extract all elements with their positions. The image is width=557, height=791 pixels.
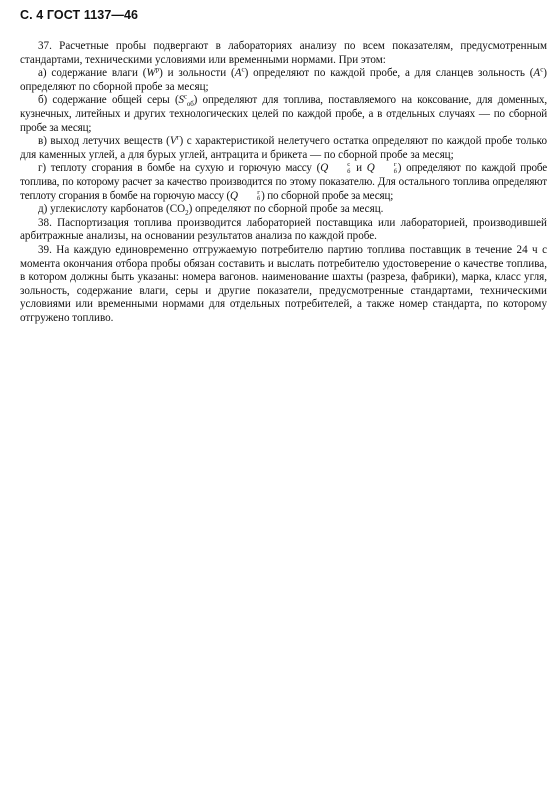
document-body xyxy=(20,40,547,326)
symbol-heat-dry: Q xyxy=(320,162,329,175)
symbol-heat-comb-2-indices xyxy=(239,190,260,203)
item-d-pre: г) теплоту сгорания в бомбе на сухую и горючую массу ( xyxy=(38,162,321,175)
paragraph-37-d xyxy=(20,162,547,203)
symbol-sulfur-sup: c xyxy=(183,92,187,101)
symbol-ash-sup: c xyxy=(241,65,245,74)
symbol-heat-comb-2-sub: б xyxy=(256,195,261,203)
paragraph-37-c xyxy=(20,135,547,162)
item-e-pre: д) углекислоту карбонатов (CO xyxy=(38,203,186,216)
symbol-ash-2-sup: c xyxy=(540,65,544,74)
paragraph-38: 38. Паспортизация топлива производится лабораторией поставщика или лабораторией, производившей арбитражные анализы, на основании результатов анализа по каждой пробе. xyxy=(20,216,547,243)
symbol-heat-comb-2-sup: г xyxy=(257,188,260,196)
symbol-heat-dry-indices xyxy=(329,162,350,175)
page-header: С. 4 ГОСТ 1137—46 xyxy=(20,8,139,22)
symbol-co2-sub: 2 xyxy=(185,209,189,218)
item-d-and: и xyxy=(356,162,362,175)
symbol-heat-comb-sup: г xyxy=(393,161,397,169)
symbol-ash: A xyxy=(234,67,242,80)
paragraph-37-e xyxy=(20,203,547,217)
symbol-moisture: W xyxy=(146,67,156,80)
item-c-pre: в) выход летучих веществ ( xyxy=(38,135,170,148)
symbol-volatile: V xyxy=(169,135,177,148)
symbol-heat-comb-2: Q xyxy=(230,189,238,202)
paragraph-37-b xyxy=(20,94,547,135)
symbol-sulfur: S xyxy=(178,94,184,107)
item-c-post: ) с характеристикой нелетучего остатка определяют по каждой пробе только для каменных углей, а для бурых углей, антрацита и брикета — по сборной пробе за месяц; xyxy=(20,135,548,161)
symbol-sulfur-sub: об xyxy=(186,100,194,109)
paragraph-37-a xyxy=(20,67,547,94)
paragraph-37-intro: 37. Расчетные пробы подвергают в лабораториях анализу по всем показателям, предусмотренным стандартами, техническими условиями или временными нормами. При этом: xyxy=(20,40,547,66)
item-d-post: ) определяют по каждой пробе топлива, по которому расчет за качество производится по этому показателю. Для остального топлива определяют теплоту сгорания в бомбе на горючую массу ( xyxy=(20,162,548,202)
item-e-post: ) определяют по сборной пробе за месяц. xyxy=(188,203,384,216)
item-a-post: ) определяют по каждой пробе, а для сланцев зольность ( xyxy=(244,67,534,80)
symbol-ash-2: A xyxy=(533,67,541,80)
symbol-heat-comb-indices xyxy=(376,162,397,175)
item-a-pre: а) содержание влаги ( xyxy=(38,67,147,80)
symbol-heat-comb: Q xyxy=(366,162,375,175)
symbol-moisture-sup: p xyxy=(155,65,160,74)
symbol-heat-dry-sub: б xyxy=(347,167,351,175)
item-d-end: ) по сборной пробе за месяц; xyxy=(261,189,394,202)
symbol-volatile-sup: г xyxy=(176,133,180,142)
paragraph-39: 39. На каждую единовременно отгружаемую потребителю партию топлива поставщик в течение 24 ч с момента окончания отбора пробы обязан составить и выслать потребителю удостоверение о качестве топлива, в котором должны быть указаны: номера вагонов. наименование шахты (разреза, фабрики), марка, класс угля, зольность, содержание влаги, серы и другие показатели, предусмотренные стандартами, техническими условиями или временными нормами для отдельных потребителей, а также номер стандарта, по которому отгружено топливо. xyxy=(20,244,547,324)
symbol-heat-dry-sup: c xyxy=(347,161,351,169)
item-a-mid: ) и зольности ( xyxy=(159,67,235,80)
item-b-post: ) определяют для топлива, поставляемого на коксование, для доменных, кузнечных, литейных и других технологических целей по каждой пробе, а в отдельных случаях — по сборной пробе за месяц; xyxy=(20,94,547,134)
item-b-pre: б) содержание общей серы ( xyxy=(38,94,179,107)
item-a-end: ) определяют по сборной пробе за месяц; xyxy=(20,67,547,93)
symbol-heat-comb-sub: б xyxy=(393,167,397,175)
